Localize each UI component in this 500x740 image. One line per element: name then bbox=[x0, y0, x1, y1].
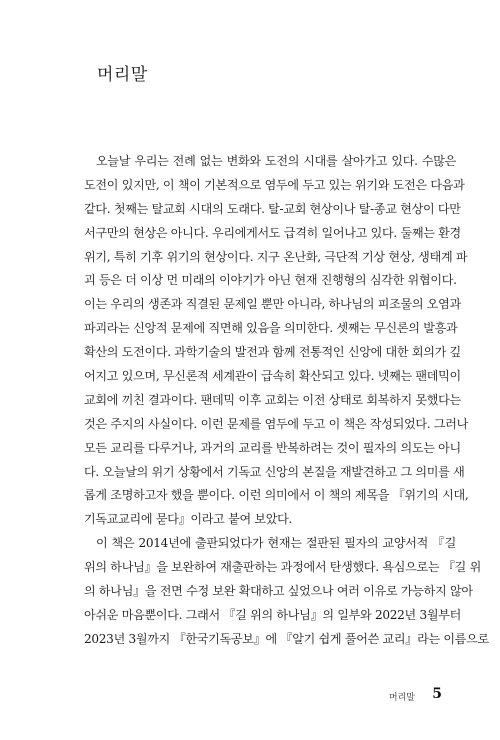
text-line: 괴 등은 더 이상 먼 미래의 이야기가 아닌 현재 진행형의 심각한 위협이다. bbox=[84, 273, 457, 288]
text-line: 어지고 있으며, 무신론적 세계관이 급속히 확산되고 있다. 넷째는 팬데믹이 bbox=[84, 369, 461, 384]
text-line: 기독교교리에 묻다』이라고 붙여 보았다. bbox=[84, 512, 293, 527]
page-number: 5 bbox=[432, 686, 442, 702]
text-line: 것은 주지의 사실이다. 이런 문제를 염두에 두고 이 책은 작성되었다. 그러나 bbox=[84, 416, 469, 431]
text-line: 오늘날 우리는 전례 없는 변화와 도전의 시대를 살아가고 있다. 수많은 bbox=[96, 154, 456, 168]
text-line: 같다. 첫째는 탈교회 시대의 도래다. 탈-교회 현상이나 탈-종교 현상이 다만 bbox=[84, 201, 461, 216]
text-line: 모든 교리를 다루거나, 과거의 교리를 반복하려는 것이 필자의 의도는 아니 bbox=[84, 440, 461, 455]
text-line: 의 하나님』을 전면 수정 보완 확대하고 싶었으나 여러 이유로 가능하지 않아 bbox=[84, 584, 473, 599]
body-text bbox=[84, 150, 489, 652]
text-line: 교회에 끼친 결과이다. 팬데믹 이후 교회는 이전 상태로 회복하지 못했다는 bbox=[84, 392, 461, 407]
text-line: 2023년 3월까지 『한국기독공보』에 『알기 쉽게 풀어쓴 교리』라는 이름으로 bbox=[84, 631, 489, 646]
chapter-heading: 머리말 bbox=[97, 65, 148, 85]
text-line: 도전이 있지만, 이 책이 기본적으로 염두에 두고 있는 위기와 도전은 다음과 bbox=[84, 177, 465, 192]
paragraph-2 bbox=[84, 532, 489, 651]
text-line: 이 책은 2014년에 출판되었다가 현재는 절판된 필자의 교양서적 『길 bbox=[96, 536, 456, 551]
page-footer bbox=[0, 686, 500, 706]
text-line: 이는 우리의 생존과 직결된 문제일 뿐만 아니라, 하나님의 피조물의 오염과 bbox=[84, 297, 461, 312]
text-line: 서구만의 현상은 아니다. 우리에게서도 급격히 일어나고 있다. 둘째는 환경 bbox=[84, 225, 461, 240]
text-line: 다. 오늘날의 위기 상황에서 기독교 신앙의 본질을 재발견하고 그 의미를 새 bbox=[84, 464, 465, 479]
text-line: 위기, 특히 기후 위기의 현상이다. 지구 온난화, 극단적 기상 현상, 생태계 파 bbox=[84, 249, 468, 264]
paragraph-1 bbox=[84, 150, 469, 532]
text-line: 아쉬운 마음뿐이다. 그래서 『길 위의 하나님』의 일부와 2022년 3월부터 bbox=[84, 607, 462, 622]
running-footer-title: 머리말 bbox=[388, 693, 415, 703]
text-line: 파괴라는 신앙적 문제에 직면해 있음을 의미한다. 셋째는 무신론의 발흥과 bbox=[84, 321, 458, 336]
text-line: 확산의 도전이다. 과학기술의 발전과 함께 전통적인 신앙에 대한 회의가 깊 bbox=[84, 345, 461, 360]
text-line: 위의 하나님』을 보완하여 재출판하는 과정에서 탄생했다. 욕심으로는 『길 위 bbox=[84, 560, 481, 575]
text-line: 롭게 조명하고자 했을 뿐이다. 이런 의미에서 이 책의 제목을 『위기의 시대, bbox=[84, 488, 469, 503]
